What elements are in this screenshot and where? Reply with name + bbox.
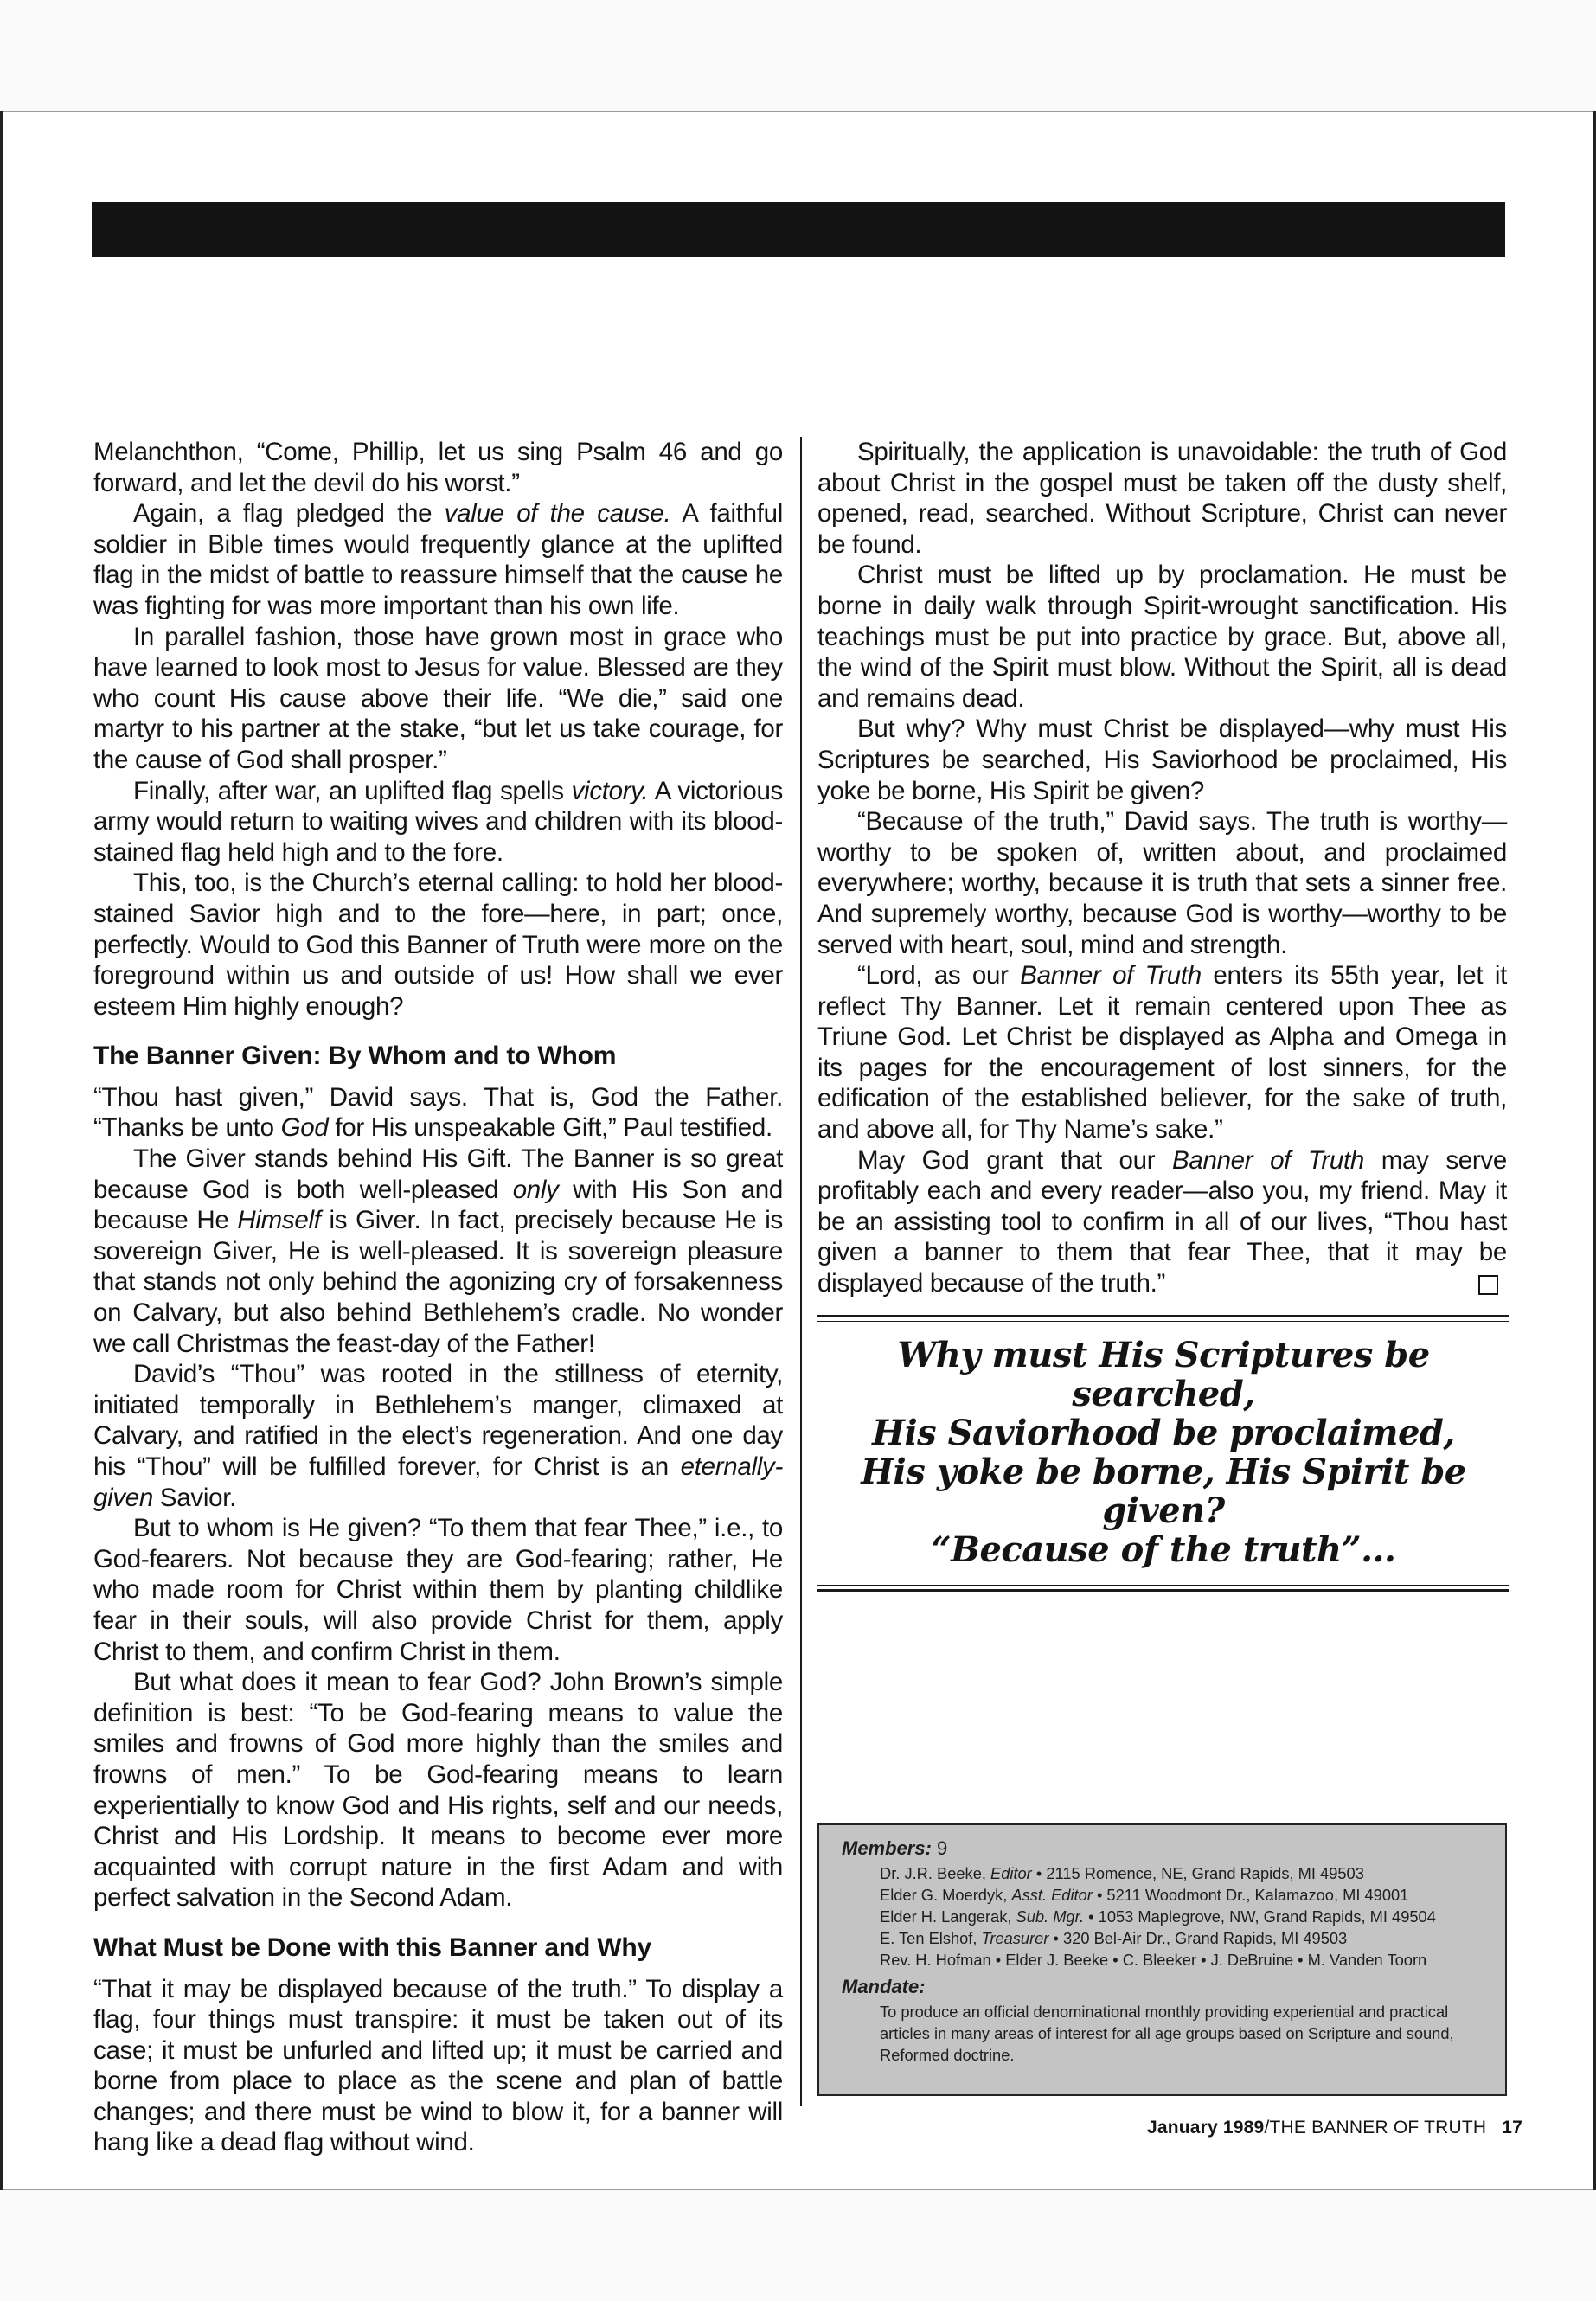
right-column: [817, 437, 1507, 1299]
pull-quote-line: His yoke be borne, His Spirit be given?: [861, 1452, 1466, 1531]
paragraph: The Giver stands behind His Gift. The Banner is so great because God is both well-pleased only with His Son and because He Himself is Giver. In fact, precisely because He is sovereign Giver, He is well-pleased. It is sovereign pleasure that stands not only behind the agonizing cry of forsakenness on Calvary, but also behind Bethlehem’s cradle. No wonder we call Christmas the feast-day of the Father!: [93, 1144, 783, 1358]
page-footer: [0, 2118, 1522, 2138]
paragraph: “Thou hast given,” David says. That is, God the Father. “Thanks be unto God for His unspeakable Gift,” Paul testified.: [93, 1082, 783, 1143]
left-column: [93, 437, 783, 2158]
paragraph: “Lord, as our Banner of Truth enters its 55th year, let it reflect Thy Banner. Let it remain centered upon Thee as Triune God. Let Christ be displayed as Alpha and Omega in its pages for the encouragement of lost sinners, for the edification of the established believer, for the sake of truth, and above all, for Thy Name’s sake.”: [817, 961, 1507, 1144]
scan-margin-bottom: [0, 2190, 1596, 2301]
page-left-edge: [0, 111, 3, 2190]
scan-margin-top: [0, 0, 1596, 111]
member-line: Elder H. Langerak, Sub. Mgr. • 1053 Maplegrove, NW, Grand Rapids, MI 49504: [880, 1907, 1436, 1926]
member-line: Elder G. Moerdyk, Asst. Editor • 5211 Woodmont Dr., Kalamazoo, MI 49001: [880, 1886, 1409, 1904]
pull-quote-rule-bottom-thin: [817, 1585, 1509, 1586]
paragraph: But why? Why must Christ be displayed—why must His Scriptures be searched, His Saviorhood be proclaimed, His yoke be borne, His Spirit be given?: [817, 715, 1507, 805]
paragraph: “Because of the truth,” David says. The truth is worthy—worthy to be spoken of, written about, and proclaimed everywhere; worthy, because it is truth that sets a sinner free. And supremely worthy, because God is worthy—worthy to be served with heart, soul, mind and strength.: [817, 807, 1507, 959]
end-mark-box-icon: [1478, 1275, 1498, 1295]
footer-publication: /THE BANNER OF TRUTH: [1264, 2118, 1487, 2138]
paragraph: Finally, after war, an uplifted flag spells victory. A victorious army would return to waiting wives and children with its blood-stained flag held high and to the fore.: [93, 776, 783, 867]
section-heading: The Banner Given: By Whom and to Whom: [93, 1042, 617, 1071]
paragraph: But what does it mean to fear God? John Brown’s simple definition is best: “To be God-fearing means to value the smiles and frowns of God more highly than the smiles and frowns of men.” To be God-fearing means to learn experientially to know God and His rights, self and our needs, Christ and His Lordship. It means to become ever more acquainted with corrupt nature in the first Adam and with perfect salvation in the Second Adam.: [93, 1668, 783, 1913]
paragraph: Christ must be lifted up by proclamation. He must be borne in daily walk through Spirit-wrought sanctification. His teachings must be put into practice by grace. But, above all, the wind of the Spirit must blow. Without the Spirit, all is dead and remains dead.: [817, 561, 1507, 713]
member-line: E. Ten Elshof, Treasurer • 320 Bel-Air Dr., Grand Rapids, MI 49503: [880, 1929, 1348, 1947]
paragraph: David’s “Thou” was rooted in the stillness of eternity, initiated temporally in Bethlehem’s manger, climaxed at Calvary, and ratified in the elect’s regeneration. And one day his “Thou” will be fulfilled forever, for Christ is an eternally-given Savior.: [93, 1360, 783, 1512]
member-line: Dr. J.R. Beeke, Editor • 2115 Romence, NE, Grand Rapids, MI 49503: [880, 1864, 1364, 1882]
pull-quote-line: “Because of the truth”...: [931, 1529, 1396, 1570]
mandate-label: Mandate:: [842, 1976, 926, 1997]
pull-quote-rule-top: [817, 1315, 1509, 1317]
members-label: Members: 9: [842, 1837, 948, 1859]
paragraph: But to whom is He given? “To them that fear Thee,” i.e., to God-fearers. Not because they are God-fearing; rather, He who made room for Christ within them by planting childlike fear in their souls, will also provide Christ for them, apply Christ to them, and confirm Christ in them.: [93, 1514, 783, 1666]
pull-quote-line: Why must His Scriptures be searched,: [897, 1335, 1430, 1414]
pull-quote-text: [817, 1322, 1509, 1585]
masthead-box: [817, 1823, 1507, 2096]
paragraph: This, too, is the Church’s eternal calling: to hold her blood-stained Savior high and to the fore—here, in part; once, perfectly. Would to God this Banner of Truth were more on the foreground within us and outside of us! How shall we ever esteem Him highly enough?: [93, 868, 783, 1021]
page-number: 17: [1502, 2118, 1522, 2138]
pull-quote: [817, 1315, 1509, 1595]
masthead-content: [842, 1837, 1495, 2066]
pull-quote-rule-bottom: [817, 1589, 1509, 1592]
paragraph: May God grant that our Banner of Truth may serve profitably each and every reader—also you, my friend. May it be an assisting tool to confirm in all of our lives, “Thou hast given a banner to them that fear Thee, that it may be displayed because of the truth.”: [817, 1145, 1507, 1298]
paragraph: Spiritually, the application is unavoidable: the truth of God about Christ in the gospel must be taken off the dusty shelf, opened, read, searched. Without Scripture, Christ can never be found.: [817, 438, 1507, 559]
page-top-edge: [0, 111, 1596, 112]
mandate-text: To produce an official denominational monthly providing experiential and practical articles in many areas of interest for all age groups based on Scripture and sound, Reformed doctrine.: [880, 2003, 1454, 2064]
members-count: 9: [937, 1837, 948, 1859]
footer-date: January 1989: [1146, 2118, 1265, 2138]
section-heading: What Must be Done with this Banner and Why: [93, 1932, 651, 1962]
paragraph: Melanchthon, “Come, Phillip, let us sing Psalm 46 and go forward, and let the devil do his worst.”: [93, 438, 783, 497]
header-black-bar: [92, 202, 1505, 257]
page-bottom-edge: [0, 2189, 1596, 2190]
paragraph: “That it may be displayed because of the truth.” To display a flag, four things must transpire: it must be taken out of its case; it must be unfurled and lifted up; it must be carried and borne from place to place as the scene and plan of battle changes; and there must be wind to blow it, for a banner will hang like a dead flag without wind.: [93, 1974, 783, 2157]
member-line: Rev. H. Hofman • Elder J. Beeke • C. Bleeker • J. DeBruine • M. Vanden Toorn: [880, 1951, 1427, 1969]
column-divider: [800, 437, 802, 2106]
pull-quote-line: His Saviorhood be proclaimed,: [872, 1413, 1455, 1453]
paragraph: Again, a flag pledged the value of the cause. A faithful soldier in Bible times would frequently glance at the uplifted flag in the midst of battle to reassure himself that the cause he was fighting for was more important than his own life.: [93, 499, 783, 620]
paragraph: In parallel fashion, those have grown most in grace who have learned to look most to Jesus for value. Blessed are they who count His cause above their life. “We die,” said one martyr to his partner at the stake, “but let us take courage, for the cause of God shall prosper.”: [93, 622, 783, 774]
